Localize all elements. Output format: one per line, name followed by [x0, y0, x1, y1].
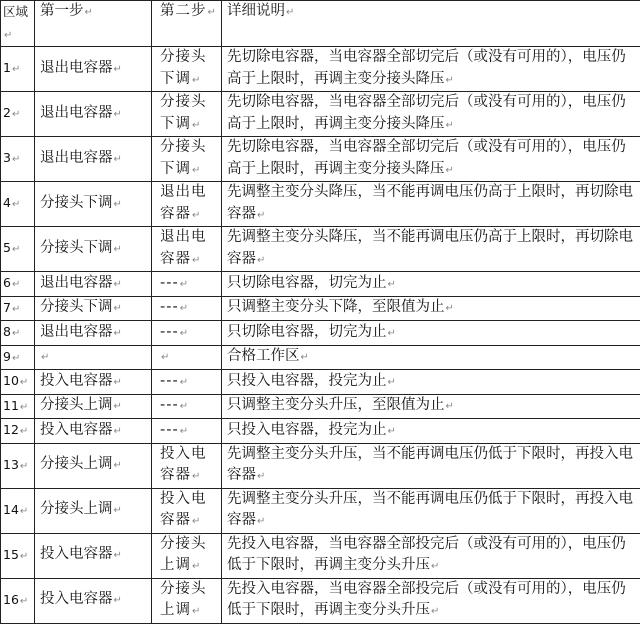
detail-cell-text: 先切除电容器，当电容器全部切完后（或没有可用的），电压仍高于上限时，再调主变分接头降压 [227, 139, 626, 177]
step2-cell-text: 分接头上调 [160, 581, 207, 619]
paragraph-mark-icon: ↵ [114, 279, 122, 290]
paragraph-mark-icon: ↵ [12, 353, 20, 364]
paragraph-mark-icon: ↵ [114, 154, 122, 165]
detail-cell-text: 先投入电容器，当电容器全部投完后（或没有可用的），电压仍低于下限时，再调主变分头升压 [227, 581, 626, 619]
zone-cell [1, 533, 35, 578]
step2-cell [152, 578, 222, 623]
detail-cell [222, 182, 640, 227]
step1-cell-text: 退出电容器 [40, 60, 113, 76]
paragraph-mark-icon: ↵ [192, 165, 201, 176]
paragraph-mark-icon: ↵ [12, 328, 20, 339]
detail-cell-text: 只投入电容器，投完为止 [227, 373, 387, 389]
detail-cell [222, 272, 640, 297]
detail-cell [222, 443, 640, 488]
paragraph-mark-icon: ↵ [431, 606, 439, 617]
zone-cell-text: 11 [3, 398, 19, 413]
zone-cell-text: 15 [3, 547, 19, 562]
zone-cell [1, 419, 35, 444]
paragraph-mark-icon: ↵ [431, 561, 439, 572]
table-row [1, 92, 640, 137]
paragraph-mark-icon: ↵ [114, 401, 122, 412]
step1-cell-text: 投入电容器 [40, 373, 113, 389]
step1-cell [35, 394, 152, 419]
detail-cell [222, 578, 640, 623]
paragraph-mark-icon: ↵ [180, 426, 189, 437]
paragraph-mark-icon: ↵ [20, 551, 28, 562]
zone-cell-text: 14 [3, 502, 19, 517]
step2-cell-text: --- [160, 422, 179, 438]
paragraph-mark-icon: ↵ [114, 328, 122, 339]
zone-cell-text: 2 [3, 105, 11, 120]
zone-cell-text: 7 [3, 300, 11, 315]
detail-cell-text: 只切除电容器，切完为止 [227, 324, 387, 340]
paragraph-mark-icon: ↵ [180, 303, 189, 314]
paragraph-mark-icon: ↵ [20, 402, 28, 413]
step2-cell-text: 分接头下调 [160, 94, 207, 132]
step2-cell-text: 分接头上调 [160, 536, 207, 574]
detail-cell-text: 只调整主变分头下降，至限值为止 [227, 299, 445, 315]
step2-cell-text: 退出电容器 [160, 184, 207, 222]
step2-cell [152, 227, 222, 272]
step2-cell [152, 272, 222, 297]
paragraph-mark-icon: ↵ [192, 75, 201, 86]
table-row [1, 533, 640, 578]
step1-cell [35, 419, 152, 444]
zone-cell [1, 443, 35, 488]
zone-cell [1, 227, 35, 272]
detail-cell [222, 488, 640, 533]
header-step1-label: 第一步 [40, 3, 84, 19]
step2-cell [152, 345, 222, 370]
header-zone-label: 区域 [3, 4, 28, 19]
paragraph-mark-icon: ↵ [114, 505, 122, 516]
paragraph-mark-icon: ↵ [12, 64, 20, 75]
paragraph-mark-icon: ↵ [388, 279, 396, 290]
step1-cell [35, 296, 152, 321]
step1-cell-text: 退出电容器 [40, 150, 113, 166]
table-row [1, 394, 640, 419]
zone-cell [1, 92, 35, 137]
step2-cell [152, 394, 222, 419]
step1-cell [35, 137, 152, 182]
zone-cell [1, 182, 35, 227]
step2-cell-text: 分接头下调 [160, 49, 207, 87]
detail-cell [222, 533, 640, 578]
step1-cell [35, 370, 152, 395]
header-step1: 第一步↵ [35, 1, 152, 47]
header-step2-label: 第二步 [160, 3, 207, 19]
header-step2: 第二步↵ [152, 1, 222, 47]
paragraph-mark-icon: ↵ [192, 606, 201, 617]
table-row [1, 419, 640, 444]
zone-cell [1, 394, 35, 419]
zone-cell-text: 12 [3, 422, 19, 437]
paragraph-mark-icon: ↵ [161, 352, 170, 363]
step1-cell [35, 578, 152, 623]
zone-cell [1, 47, 35, 92]
zone-cell-text: 13 [3, 457, 19, 472]
step2-cell-text: --- [160, 324, 179, 340]
zone-cell-text: 4 [3, 195, 11, 210]
step2-cell [152, 47, 222, 92]
step1-cell [35, 321, 152, 346]
paragraph-mark-icon: ↵ [20, 377, 28, 388]
zone-cell [1, 370, 35, 395]
paragraph-mark-icon: ↵ [446, 75, 454, 86]
paragraph-mark-icon: ↵ [12, 109, 20, 120]
zone-cell-text: 8 [3, 324, 11, 339]
table-row [1, 370, 640, 395]
zone-cell [1, 272, 35, 297]
paragraph-mark-icon: ↵ [257, 516, 265, 527]
detail-cell-text: 只调整主变分头升压，至限值为止 [227, 397, 445, 413]
header-row [1, 1, 640, 47]
paragraph-mark-icon: ↵ [20, 596, 28, 607]
step2-cell-text: --- [160, 373, 179, 389]
zone-cell [1, 345, 35, 370]
step1-cell-text: 分接头下调 [40, 299, 113, 315]
step1-cell-text: 退出电容器 [40, 275, 113, 291]
paragraph-mark-icon: ↵ [12, 199, 20, 210]
zone-cell-text: 16 [3, 592, 19, 607]
paragraph-mark-icon: ↵ [20, 506, 28, 517]
paragraph-mark-icon: ↵ [192, 471, 201, 482]
table-row [1, 488, 640, 533]
step1-cell [35, 47, 152, 92]
paragraph-mark-icon: ↵ [20, 426, 28, 437]
detail-cell-text: 先调整主变分头升压，当不能再调电压仍低于下限时，再投入电容器 [227, 491, 633, 529]
step2-cell-text: 分接头下调 [160, 139, 207, 177]
detail-cell [222, 296, 640, 321]
zone-cell-text: 9 [3, 349, 11, 364]
table-row [1, 321, 640, 346]
header-detail-label: 详细说明 [227, 3, 285, 19]
step1-cell [35, 533, 152, 578]
header-detail: 详细说明↵ [222, 1, 640, 47]
table-body [1, 1, 640, 624]
table-row [1, 182, 640, 227]
zone-cell [1, 488, 35, 533]
header-zone: 区域↵ [1, 1, 35, 47]
step1-cell [35, 272, 152, 297]
detail-cell [222, 227, 640, 272]
step2-cell [152, 370, 222, 395]
zone-cell-text: 3 [3, 150, 11, 165]
step2-cell [152, 443, 222, 488]
paragraph-mark-icon: ↵ [12, 154, 20, 165]
zone-cell-text: 5 [3, 240, 11, 255]
step2-cell [152, 182, 222, 227]
detail-cell [222, 137, 640, 182]
paragraph-mark-icon: ↵ [114, 244, 122, 255]
step1-cell-text: 分接头下调 [40, 240, 113, 256]
step2-cell-text: 退出电容器 [160, 229, 207, 267]
paragraph-mark-icon: ↵ [446, 401, 454, 412]
paragraph-mark-icon: ↵ [180, 377, 189, 388]
paragraph-mark-icon: ↵ [114, 377, 122, 388]
detail-cell-text: 合格工作区 [227, 348, 300, 364]
detail-cell [222, 394, 640, 419]
step1-cell-text: 退出电容器 [40, 105, 113, 121]
step2-cell-text: --- [160, 275, 179, 291]
step2-cell [152, 296, 222, 321]
detail-cell [222, 419, 640, 444]
zone-cell [1, 137, 35, 182]
zone-cell-text: 1 [3, 60, 11, 75]
paragraph-mark-icon: ↵ [180, 401, 189, 412]
detail-cell-text: 先调整主变分头降压，当不能再调电压仍高于上限时，再切除电容器 [227, 184, 633, 222]
paragraph-mark-icon: ↵ [388, 328, 396, 339]
paragraph-mark-icon: ↵ [20, 461, 28, 472]
step1-cell [35, 182, 152, 227]
step1-cell-text: 投入电容器 [40, 422, 113, 438]
paragraph-mark-icon: ↵ [388, 377, 396, 388]
paragraph-mark-icon: ↵ [180, 328, 189, 339]
paragraph-mark-icon: ↵ [388, 426, 396, 437]
table-row [1, 137, 640, 182]
table-row [1, 47, 640, 92]
table-row [1, 296, 640, 321]
paragraph-mark-icon: ↵ [192, 561, 201, 572]
step1-cell [35, 443, 152, 488]
detail-cell-text: 只切除电容器，切完为止 [227, 275, 387, 291]
table-row [1, 443, 640, 488]
paragraph-mark-icon: ↵ [114, 64, 122, 75]
step2-cell-text: 投入电容器 [160, 491, 207, 529]
step1-cell-text: 投入电容器 [40, 546, 113, 562]
paragraph-mark-icon: ↵ [114, 109, 122, 120]
paragraph-mark-icon: ↵ [192, 516, 201, 527]
paragraph-mark-icon: ↵ [12, 304, 20, 315]
step2-cell-text: --- [160, 397, 179, 413]
paragraph-mark-icon: ↵ [192, 255, 201, 266]
paragraph-mark-icon: ↵ [114, 199, 122, 210]
table-row [1, 272, 640, 297]
step2-cell [152, 92, 222, 137]
step2-cell-text: --- [160, 299, 179, 315]
paragraph-mark-icon: ↵ [114, 426, 122, 437]
paragraph-mark-icon: ↵ [192, 210, 201, 221]
zone-cell-text: 10 [3, 373, 19, 388]
step1-cell [35, 227, 152, 272]
paragraph-mark-icon: ↵ [114, 303, 122, 314]
detail-cell-text: 先切除电容器，当电容器全部切完后（或没有可用的），电压仍高于上限时，再调主变分接头降压 [227, 94, 626, 132]
paragraph-mark-icon: ↵ [41, 352, 49, 363]
step2-cell [152, 419, 222, 444]
step2-cell-text: 投入电容器 [160, 446, 207, 484]
zone-cell [1, 578, 35, 623]
paragraph-mark-icon: ↵ [114, 595, 122, 606]
paragraph-mark-icon: ↵ [446, 303, 454, 314]
zone-cell [1, 321, 35, 346]
paragraph-mark-icon: ↵ [301, 352, 309, 363]
paragraph-mark-icon: ↵ [257, 210, 265, 221]
step1-cell [35, 345, 152, 370]
step1-cell-text: 投入电容器 [40, 591, 113, 607]
paragraph-mark-icon: ↵ [446, 120, 454, 131]
step1-cell [35, 488, 152, 533]
step1-cell-text: 分接头上调 [40, 456, 113, 472]
paragraph-mark-icon: ↵ [114, 460, 122, 471]
paragraph-mark-icon: ↵ [446, 165, 454, 176]
detail-cell-text: 只投入电容器，投完为止 [227, 422, 387, 438]
paragraph-mark-icon: ↵ [192, 120, 201, 131]
detail-cell [222, 47, 640, 92]
detail-cell-text: 先调整主变分头升压，当不能再调电压仍低于下限时，再投入电容器 [227, 446, 633, 484]
table-row [1, 345, 640, 370]
detail-cell-text: 先调整主变分头降压，当不能再调电压仍高于上限时，再切除电容器 [227, 229, 633, 267]
step1-cell [35, 92, 152, 137]
detail-cell [222, 92, 640, 137]
step1-cell-text: 分接头上调 [40, 397, 113, 413]
detail-cell [222, 370, 640, 395]
paragraph-mark-icon: ↵ [114, 550, 122, 561]
table-row [1, 578, 640, 623]
paragraph-mark-icon: ↵ [257, 255, 265, 266]
step2-cell [152, 488, 222, 533]
zone-cell [1, 296, 35, 321]
paragraph-mark-icon: ↵ [257, 471, 265, 482]
paragraph-mark-icon: ↵ [180, 279, 189, 290]
step2-cell [152, 321, 222, 346]
detail-cell-text: 先投入电容器，当电容器全部投完后（或没有可用的），电压仍低于下限时，再调主变分头升压 [227, 536, 626, 574]
paragraph-mark-icon: ↵ [12, 244, 20, 255]
step1-cell-text: 分接头下调 [40, 195, 113, 211]
paragraph-mark-icon: ↵ [12, 279, 20, 290]
detail-cell [222, 345, 640, 370]
zone-cell-text: 6 [3, 275, 11, 290]
detail-cell-text: 先切除电容器，当电容器全部切完后（或没有可用的），电压仍高于上限时，再调主变分接头降压 [227, 49, 626, 87]
table-row [1, 227, 640, 272]
step1-cell-text: 分接头上调 [40, 501, 113, 517]
detail-cell [222, 321, 640, 346]
step1-cell-text: 退出电容器 [40, 324, 113, 340]
step2-cell [152, 137, 222, 182]
step2-cell [152, 533, 222, 578]
